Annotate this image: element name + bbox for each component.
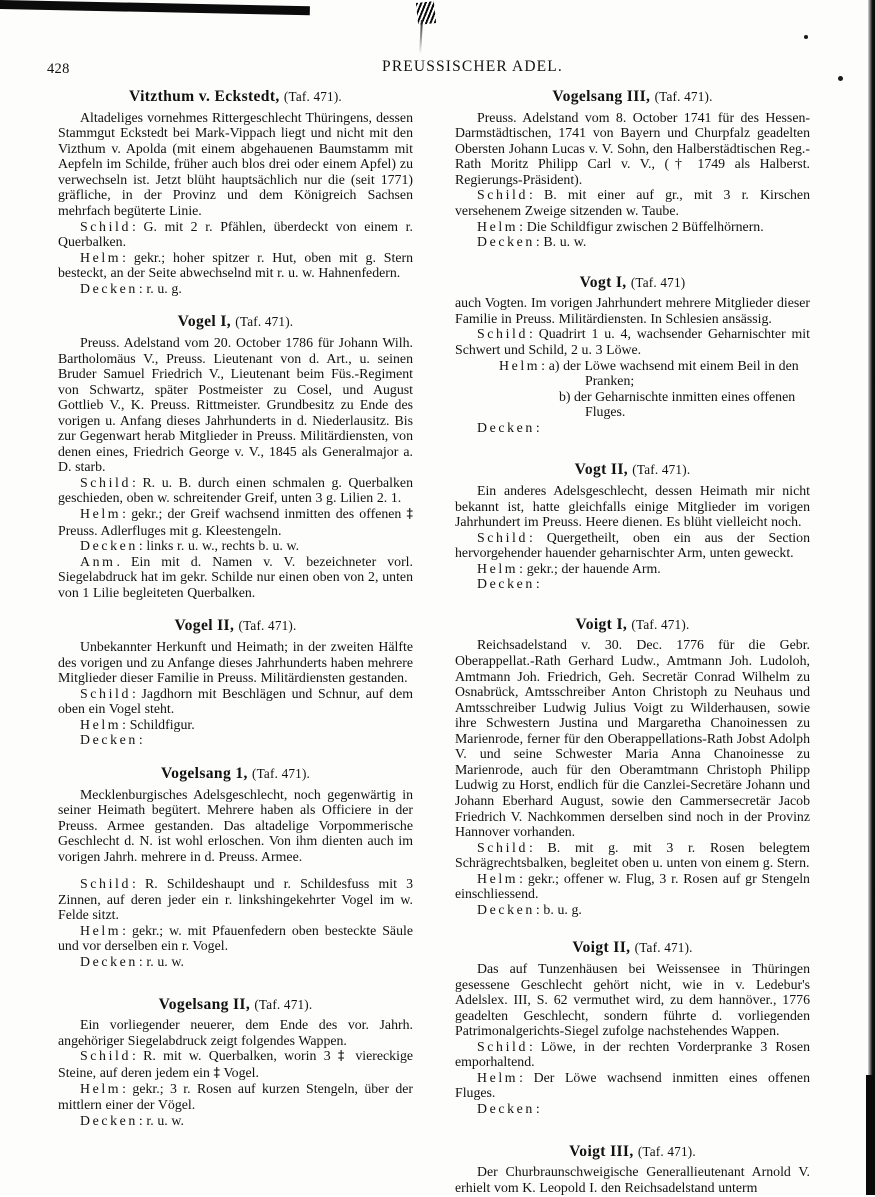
schild-text: Quergetheilt, oben ein aus der Section hervorgehender hauender geharnischter Arm, unten geweckt. bbox=[455, 529, 810, 561]
scan-dot-artifact bbox=[804, 35, 808, 39]
label-colon: : bbox=[122, 922, 127, 938]
label-colon: : bbox=[122, 1081, 127, 1097]
decken-text: links r. u. w., rechts b. u. w. bbox=[146, 538, 300, 554]
label-helm: Helm bbox=[80, 716, 122, 732]
schild-text-part3: Vogel. bbox=[220, 1064, 259, 1080]
entry-heading bbox=[455, 274, 810, 293]
entry-title: Vogt I, bbox=[579, 273, 627, 291]
blazon-decken bbox=[58, 1113, 413, 1129]
blazon-helm bbox=[58, 923, 413, 954]
entry-vogelsang-ii bbox=[58, 996, 413, 1129]
entry-plate-reference: (Taf. 471). bbox=[637, 1143, 696, 1159]
label-decken: Decken bbox=[477, 576, 535, 592]
label-decken: Decken bbox=[477, 419, 535, 435]
entry-vogel-i bbox=[58, 313, 413, 600]
blazon-decken bbox=[58, 954, 413, 970]
helm-option-a-continuation: Pranken; bbox=[585, 373, 635, 389]
label-colon: : bbox=[528, 839, 533, 855]
sable-tincture-mark-icon: ‡ bbox=[213, 1065, 221, 1081]
label-colon: : bbox=[528, 326, 533, 342]
scan-speck-artifact bbox=[416, 1, 436, 25]
blazon-decken bbox=[455, 576, 810, 592]
schild-text: Löwe, in der rechten Vorderpranke 3 Rosen emporhaltend. bbox=[455, 1038, 810, 1070]
blazon-schild bbox=[58, 686, 413, 717]
label-schild: Schild bbox=[80, 876, 131, 892]
blazon-helm bbox=[58, 250, 413, 281]
entry-title: Vogelsang 1, bbox=[160, 764, 248, 782]
helm-option-b-continuation: Fluges. bbox=[585, 404, 626, 420]
blazon-helm bbox=[58, 717, 413, 733]
helm-option-b: b) der Geharnischte inmitten eines offenen bbox=[559, 388, 796, 404]
label-colon: : bbox=[535, 1100, 540, 1116]
schild-text: Quadrirt 1 u. 4, wachsender Geharnischter mit Schwert und Schild, 2 u. 3 Löwe. bbox=[455, 326, 810, 357]
blazon-schild bbox=[455, 840, 810, 871]
label-colon: : bbox=[131, 218, 136, 234]
label-helm: Helm bbox=[80, 249, 122, 265]
blazon-helm bbox=[455, 219, 810, 235]
blazon-helm bbox=[455, 358, 810, 374]
entry-description: Das auf Tunzenhäusen bei Weissensee in Thüringen gesessene Geschlecht gehört nicht, wie in v. Ledebur's Adelslex. III, S. 62 vermuthet wird, zu dem hannöver., 1776 geadelten Geschlecht, sondern führte d. vorliegenden Patrimonalgerichts-Siegel zufolge nachstehendes Wappen. bbox=[455, 961, 810, 1039]
blazon-schild bbox=[455, 187, 810, 218]
entry-plate-reference: (Taf. 471). bbox=[283, 89, 342, 104]
entry-description: Der Churbraunschweigische Generallieutenant Arnold V. erhielt vom K. Leopold I. den Reichsadelstand unterm bbox=[455, 1164, 810, 1195]
label-colon: : bbox=[528, 529, 533, 545]
column-right bbox=[455, 88, 810, 1197]
label-colon: : bbox=[138, 953, 143, 969]
label-schild: Schild bbox=[80, 1048, 131, 1064]
label-colon: : bbox=[122, 249, 127, 265]
helm-text: Die Schildfigur zwischen 2 Büffelhörnern. bbox=[526, 218, 764, 234]
label-helm: Helm bbox=[477, 560, 519, 576]
entry-title: Vogelsang III, bbox=[552, 88, 651, 105]
label-schild: Schild bbox=[477, 839, 528, 855]
schild-text: B. mit g. mit 3 r. Rosen belegtem Schrägrechtsbalken, begleitet oben u. unten von einem g. Stern. bbox=[455, 839, 810, 871]
blazon-decken bbox=[455, 902, 810, 918]
entry-heading bbox=[455, 1143, 810, 1162]
blazon-helm bbox=[455, 871, 810, 902]
label-colon: : bbox=[535, 901, 540, 917]
label-schild: Schild bbox=[477, 187, 528, 203]
label-colon: : bbox=[535, 576, 540, 592]
label-colon: : bbox=[131, 1048, 136, 1064]
schild-text: B. mit einer auf gr., mit 3 r. Kirschen versehenem Zweige sitzenden w. Taube. bbox=[455, 187, 811, 218]
label-colon: : bbox=[519, 1069, 524, 1085]
scan-streak-artifact bbox=[419, 20, 423, 54]
blazon-decken bbox=[455, 234, 810, 250]
helm-text: Schildfigur. bbox=[129, 716, 195, 732]
entry-plate-reference: (Taf. 471). bbox=[631, 616, 690, 632]
entry-title: Voigt III, bbox=[569, 1142, 634, 1160]
entry-vitzthum-v-eckstedt bbox=[58, 88, 413, 296]
label-helm: Helm bbox=[499, 357, 541, 373]
entry-heading bbox=[58, 88, 413, 107]
helm-text: Der Löwe wachsend inmitten eines offenen Fluges. bbox=[455, 1069, 810, 1101]
entry-plate-reference: (Taf. 471). bbox=[235, 314, 294, 330]
entry-vogelsang-iii bbox=[455, 88, 810, 250]
two-column-body bbox=[0, 88, 875, 1195]
entry-vogt-i bbox=[455, 274, 810, 436]
entry-voigt-i bbox=[455, 616, 810, 918]
entry-plate-reference: (Taf. 471). bbox=[654, 89, 713, 104]
decken-text: B. u. w. bbox=[543, 234, 587, 250]
label-colon: : bbox=[138, 538, 143, 554]
label-helm: Helm bbox=[477, 1069, 519, 1085]
entry-description: Unbekannter Herkunft und Heimath; in der zweiten Hälfte des vorigen und zu Anfange dieses Jahrhunderts haben mehrere Mitglieder dieser Familie in Preuss. Militärdiensten gestanden. bbox=[58, 638, 413, 686]
label-colon: : bbox=[122, 716, 127, 732]
entry-heading bbox=[455, 461, 810, 480]
entry-description: Reichsadelstand v. 30. Dec. 1776 für die Gebr. Oberappellat.-Rath Gerhard Ludw., Amtmann Joh. Ludoloh, Amtmann Joh. Friedrich, Geh. Secretär Conrad Wilhelm zu Osnabrück, Amtsschreiber Anton Christoph zu Neuhaus und Amtsschreiber Ludwig Julius Voigt zu Wilderhausen, sowie ihre Schwestern Justina und Margaretha Chanoinessen zu Marienrode, ferner für den Oberappellations-Rath Jobst Adolph V. und seine Schwester Maria Anna Chanoinesse zu Marienrode, auch für den Oberamtmann Christoph Philipp Ludwig zu Horst, endlich für die Canzlei-Secretäre Johann und Johann Eberhard August, sowie den Cammersecretär Jacob Friedrich V. Nachkommen derselben sind noch in der Provinz Hannover vorhanden. bbox=[455, 637, 810, 840]
label-decken: Decken bbox=[80, 953, 138, 969]
blazon-schild bbox=[58, 475, 413, 506]
label-decken: Decken bbox=[80, 538, 138, 554]
label-colon: : bbox=[519, 218, 524, 234]
decken-text: r. u. g. bbox=[146, 280, 182, 296]
helm-text: gekr.; w. mit Pfauenfedern oben bestecktе Säule und vor derselben ein r. Vogel. bbox=[58, 922, 413, 954]
entry-plate-reference: (Taf. 471) bbox=[630, 274, 686, 290]
scan-edge-artifact-top-left bbox=[0, 0, 310, 15]
entry-heading bbox=[455, 939, 810, 958]
entry-description: Preuss. Adelstand vom 8. October 1741 für des Hessen-Darmstädtischen, 1741 von Bayern und Churpfalz geadelten Obersten Johann Lucas v. V. Sohn, den Halberstädtischen Reg.-Rath Moritz Philipp Carl v. V., († 1749 als Halberst. Regierungs-Präsident). bbox=[455, 109, 810, 187]
label-period: . bbox=[116, 553, 120, 569]
blazon-decken bbox=[58, 281, 413, 297]
schild-text: G. mit 2 r. Pfählen, überdeckt von einem r. Querbalken. bbox=[58, 218, 413, 250]
label-decken: Decken bbox=[80, 1112, 138, 1128]
label-schild: Schild bbox=[477, 326, 528, 342]
entry-title: Voigt I, bbox=[575, 615, 628, 633]
label-decken: Decken bbox=[477, 234, 535, 250]
entry-plate-reference: (Taf. 471). bbox=[254, 996, 313, 1012]
schild-text: Jagdhorn mit Beschlägen und Schnur, auf dem oben ein Vogel steht. bbox=[58, 685, 413, 717]
label-decken: Decken bbox=[477, 1100, 535, 1116]
label-colon: : bbox=[131, 876, 136, 892]
schild-text: R. u. B. durch einen schmalen g. Querbalken geschieden, oben w. schreitender Greif, unten 3 g. Lilien 2. 1. bbox=[58, 474, 413, 506]
entry-vogt-ii bbox=[455, 461, 810, 592]
anmerkung-text: Ein mit d. Namen v. V. bezeichneter vorl. Siegelabdruck hat im gekr. Schilde nur einen oben von 2, unten von 1 Lilie begleiteten Querbalken. bbox=[58, 553, 413, 600]
entry-title: Vitzthum v. Eckstedt, bbox=[129, 88, 280, 105]
label-decken: Decken bbox=[477, 901, 535, 917]
entry-title: Voigt II, bbox=[572, 939, 631, 957]
blazon-schild bbox=[58, 1048, 413, 1081]
label-colon: : bbox=[138, 1112, 143, 1128]
label-colon: : bbox=[519, 870, 524, 886]
label-helm: Helm bbox=[477, 218, 519, 234]
entry-plate-reference: (Taf. 471). bbox=[252, 765, 311, 781]
label-colon: : bbox=[131, 474, 136, 490]
decken-text: r. u. w. bbox=[146, 953, 184, 969]
running-head-title: PREUSSISCHER ADEL. bbox=[382, 58, 563, 75]
label-helm: Helm bbox=[477, 870, 519, 886]
entry-vogel-ii bbox=[58, 617, 413, 748]
entry-vogelsang-1 bbox=[58, 765, 413, 970]
label-colon: : bbox=[131, 685, 136, 701]
label-schild: Schild bbox=[80, 474, 131, 490]
blazon-helm bbox=[455, 561, 810, 577]
label-anmerkung: Anm bbox=[80, 553, 116, 569]
entry-title: Vogel I, bbox=[177, 313, 232, 331]
blazon-schild bbox=[58, 876, 413, 923]
schild-text: R. Schildeshaupt und r. Schildesfuss mit 3 Zinnen, auf deren jeder ein r. linkshingekehrter Vogel im w. Felde sitzt. bbox=[58, 876, 413, 923]
helm-text-after-mark: Preuss. Adlerfluges mit g. Kleestengeln. bbox=[58, 522, 282, 538]
label-decken: Decken bbox=[80, 732, 138, 748]
entry-plate-reference: (Taf. 471). bbox=[238, 618, 297, 634]
sable-tincture-mark-icon: ‡ bbox=[337, 1049, 349, 1065]
label-colon: : bbox=[535, 419, 540, 435]
label-decken: Decken bbox=[80, 280, 138, 296]
blazon-helm bbox=[455, 1070, 810, 1101]
label-colon: : bbox=[519, 560, 524, 576]
helm-text-before-mark: gekr.; der Greif wachsend inmitten des offenen bbox=[131, 505, 407, 521]
schild-text-part2: viereckige Steine, auf deren jedem ein bbox=[58, 1048, 414, 1080]
label-colon: : bbox=[535, 234, 540, 250]
label-colon: : bbox=[528, 1038, 533, 1054]
entry-plate-reference: (Taf. 471). bbox=[632, 462, 691, 478]
entry-voigt-iii bbox=[455, 1143, 810, 1196]
blazon-schild bbox=[58, 219, 413, 250]
blazon-decken bbox=[58, 538, 413, 554]
blazon-helm bbox=[58, 1081, 413, 1112]
blazon-decken bbox=[455, 1101, 810, 1117]
blazon-decken bbox=[58, 732, 413, 748]
helm-text: gekr.; hoher spitzer r. Hut, oben mit g. Stern besteckt, an der Seite abwechselnd mit r. u. w. Hahnenfedern. bbox=[58, 249, 414, 281]
label-helm: Helm bbox=[80, 922, 122, 938]
column-left bbox=[58, 88, 413, 1130]
entry-description: Preuss. Adelstand vom 20. October 1786 für Johann Wilh. Bartholomäus V., Preuss. Lieutenant von d. Art., u. seinen Bruder Samuel Friedrich V., Lieutenant beim Füs.-Regiment von Schwartz, später Postmeister zu Cosel, und August Gottlieb V., K. Preuss. Rittmeister. Grundbesitz zu Ende des vorigen u. Anfang dieses Jahrhunderts in d. Niederlausitz. Bis zur Gegenwart herab Mitglieder in Preuss. Militärdiensten, von denen eines, Friedrich George v. V., 1845 als Generalmajor a. D. starb. bbox=[58, 334, 413, 475]
helm-text: gekr.; offener w. Flug, 3 r. Rosen auf gr Stengeln einschliessend. bbox=[455, 870, 810, 902]
blazon-helm bbox=[58, 506, 413, 538]
blazon-schild bbox=[455, 1039, 810, 1070]
schild-text-part1: R. mit w. Querbalken, worin 3 bbox=[143, 1048, 338, 1064]
blazon-anmerkung bbox=[58, 554, 413, 601]
entry-voigt-ii bbox=[455, 939, 810, 1116]
page-number: 428 bbox=[47, 61, 70, 77]
entry-heading bbox=[58, 765, 413, 784]
decken-text: r. u. w. bbox=[146, 1112, 184, 1128]
page-header bbox=[0, 58, 875, 80]
entry-plate-reference: (Taf. 471). bbox=[634, 940, 693, 956]
label-schild: Schild bbox=[80, 685, 131, 701]
entry-description: Altadeliges vornehmes Rittergeschlecht Thüringens, dessen Stammgut Eckstedt bei Mark-Vippach liegt und nicht mit den Vizthum v. Apolda (mit einem abgehauenen Baumstamm mit Aepfeln im Schilde, früher auch blos drei oder einem Apfel) zu verwechseln ist. Jetzt blüht hauptsächlich nur die (seit 1771) gräfliche, in der Provinz und dem Königreich Sachsen mehrfach begüterte Linie. bbox=[58, 109, 413, 218]
label-helm: Helm bbox=[80, 505, 122, 521]
blazon-schild bbox=[455, 530, 810, 561]
entry-description: Ein anderes Adelsgeschlecht, dessen Heimath mir nicht bekannt ist, hatte gleichfalls einige Mitglieder im vorigen Jahrhundert im Preuss. Heere dienen. Es blüht vielleicht noch. bbox=[455, 482, 810, 530]
label-colon: : bbox=[528, 187, 533, 203]
entry-heading bbox=[58, 996, 413, 1015]
blazon-schild bbox=[455, 326, 810, 357]
label-colon: : bbox=[138, 732, 143, 748]
entry-title: Vogel II, bbox=[174, 617, 235, 635]
label-colon: : bbox=[541, 357, 546, 373]
blazon-decken bbox=[455, 420, 810, 436]
entry-heading bbox=[455, 616, 810, 635]
decken-text: b. u. g. bbox=[543, 901, 582, 917]
entry-description: auch Vogten. Im vorigen Jahrhundert mehrere Mitglieder dieser Familie in Preuss. Militärdiensten. In Schlesien ansässig. bbox=[455, 295, 810, 326]
label-colon: : bbox=[138, 280, 143, 296]
entry-description: Mecklenburgisches Adelsgeschlecht, noch gegenwärtig in seiner Heimath begütert. Mehrere haben als Officiere in der Preuss. Armee gestanden. Das altadelige Vorpommerische Geschlecht d. N. ist wohl erloschen. Von ihm dienten auch im vorigen Jahrh. mehrere in d. Preuss. Armee. bbox=[58, 786, 413, 864]
helm-text: gekr.; 3 r. Rosen auf kurzen Stengeln, über der mittlern einer der Vögel. bbox=[58, 1081, 413, 1112]
label-schild: Schild bbox=[477, 529, 528, 545]
label-helm: Helm bbox=[80, 1081, 122, 1097]
entry-title: Vogelsang II, bbox=[158, 995, 251, 1013]
entry-heading bbox=[58, 313, 413, 332]
label-colon: : bbox=[122, 505, 127, 521]
entry-heading bbox=[58, 617, 413, 636]
entry-heading bbox=[455, 88, 810, 107]
entry-description: Ein vorliegender neuerer, dem Ende des vor. Jahrh. angehöriger Siegelabdruck zeigt folgendes Wappen. bbox=[58, 1017, 413, 1048]
label-schild: Schild bbox=[477, 1038, 528, 1054]
helm-text: gekr.; der hauende Arm. bbox=[526, 560, 661, 576]
helm-option-a: a) der Löwe wachsend mit einem Beil in den bbox=[548, 357, 799, 373]
entry-title: Vogt II, bbox=[574, 461, 629, 479]
sable-tincture-mark-icon: ‡ bbox=[406, 506, 413, 522]
label-schild: Schild bbox=[80, 218, 131, 234]
